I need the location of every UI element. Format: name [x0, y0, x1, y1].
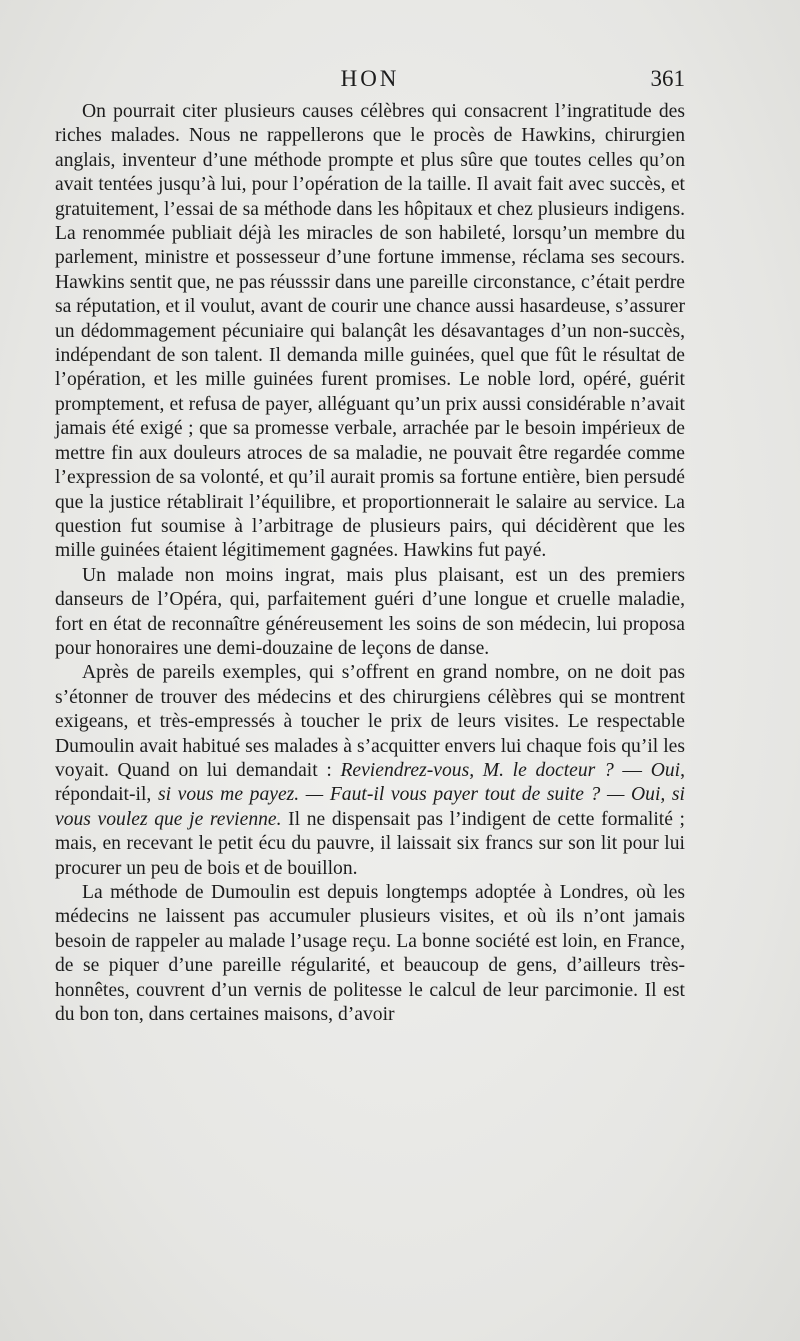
italic-text-run: si vous me payez. — Faut-il vous payer tout de suite ? — Oui, si vous voulez que je revienne. [55, 784, 685, 830]
text-run: , répondait-il, [55, 759, 685, 806]
paragraph-london [55, 881, 685, 1027]
body-text [55, 100, 685, 1027]
paragraph-dumoulin [55, 661, 685, 881]
italic-text-run: Oui [650, 759, 681, 781]
running-head: HON [340, 66, 400, 91]
paragraph-dancer [55, 564, 685, 662]
text-run: Après de pareils exemples, qui s’offrent en grand nombre, on ne doit pas s’étonner de trouver des médecins et des chirurgiens célèbres qui se montrent exigeans, et très-empressés à toucher le prix de leurs visites. Le respectable Dumoulin avait habitué ses malades à s’acquitter envers lui chaque fois qu’il les voyait. Quand on lui demandait : [55, 662, 685, 781]
text-run: Il ne dispensait pas l’indigent de cette formalité ; mais, en recevant le petit écu du pauvre, il laissait six francs sur son lit pour lui procurer un peu de bois et de bouillon. [55, 808, 685, 879]
text-run: Un malade non moins ingrat, mais plus plaisant, est un des premiers danseurs de l’Opéra, qui, parfaitement guéri d’une longue et cruelle maladie, fort en état de reconnaître généreusement les soins de son médecin, lui proposa pour honoraires une demi-douzaine de leçons de danse. [55, 564, 685, 659]
page-number: 361 [650, 66, 685, 91]
text-run: On pourrait citer plusieurs causes célèbres qui consacrent l’ingratitude des riches malades. Nous ne rappellerons que le procès de Hawkins, chirurgien anglais, inventeur d’une méthode prompte et plus sûre que toutes celles qu’on avait tentées jusqu’à lui, pour l’opération de la taille. Il avait fait avec succès, et gratuitement, l’essai de sa méthode dans les hôpitaux et chez plusieurs indigens. La renommée publiait déjà les miracles de son habileté, lorsqu’un membre du parlement, ministre et possesseur d’une fortune immense, réclama ses secours. Hawkins sentit que, ne pas réusssir dans une pareille circonstance, c’était perdre sa réputation, et il voulut, avant de courir une chance aussi hasardeuse, s’assurer un dédommagement pécuniaire qui balançât les désavantages d’un non-succès, indépendant de son talent. Il demanda mille guinées, quel que fût le résultat de l’opération, et les mille guinées furent promises. Le noble lord, opéré, guérit promptement, et refusa de payer, alléguant qu’un prix aussi considérable n’avait jamais été exigé ; que sa promesse verbale, arrachée par le besoin impérieux de mettre fin aux douleurs atroces de sa maladie, ne pouvait être regardée comme l’expression de sa volonté, et qu’il aurait promis sa fortune entière, bien persudé que la justice rétablirait l’équilibre, et proportionnerait le salaire au service. La question fut soumise à l’arbitrage de plusieurs pairs, qui décidèrent que les mille guinées étaient légitimement gagnées. Hawkins fut payé. [55, 101, 685, 562]
page-header [55, 66, 685, 100]
italic-text-run: Reviendrez-vous, M. le docteur ? [340, 759, 614, 781]
text-run: — [613, 759, 651, 781]
paragraph-hawkins [55, 100, 685, 564]
text-run: La méthode de Dumoulin est depuis longtemps adoptée à Londres, où les médecins ne laissent pas accumuler plusieurs visites, et où ils n’ont jamais besoin de rappeler au malade l’usage reçu. La bonne société est loin, en France, de se piquer d’une pareille régularité, et beaucoup de gens, d’ailleurs très-honnêtes, couvrent d’un vernis de politesse le calcul de leur parcimonie. Il est du bon ton, dans certaines maisons, d’avoir [55, 882, 685, 1026]
